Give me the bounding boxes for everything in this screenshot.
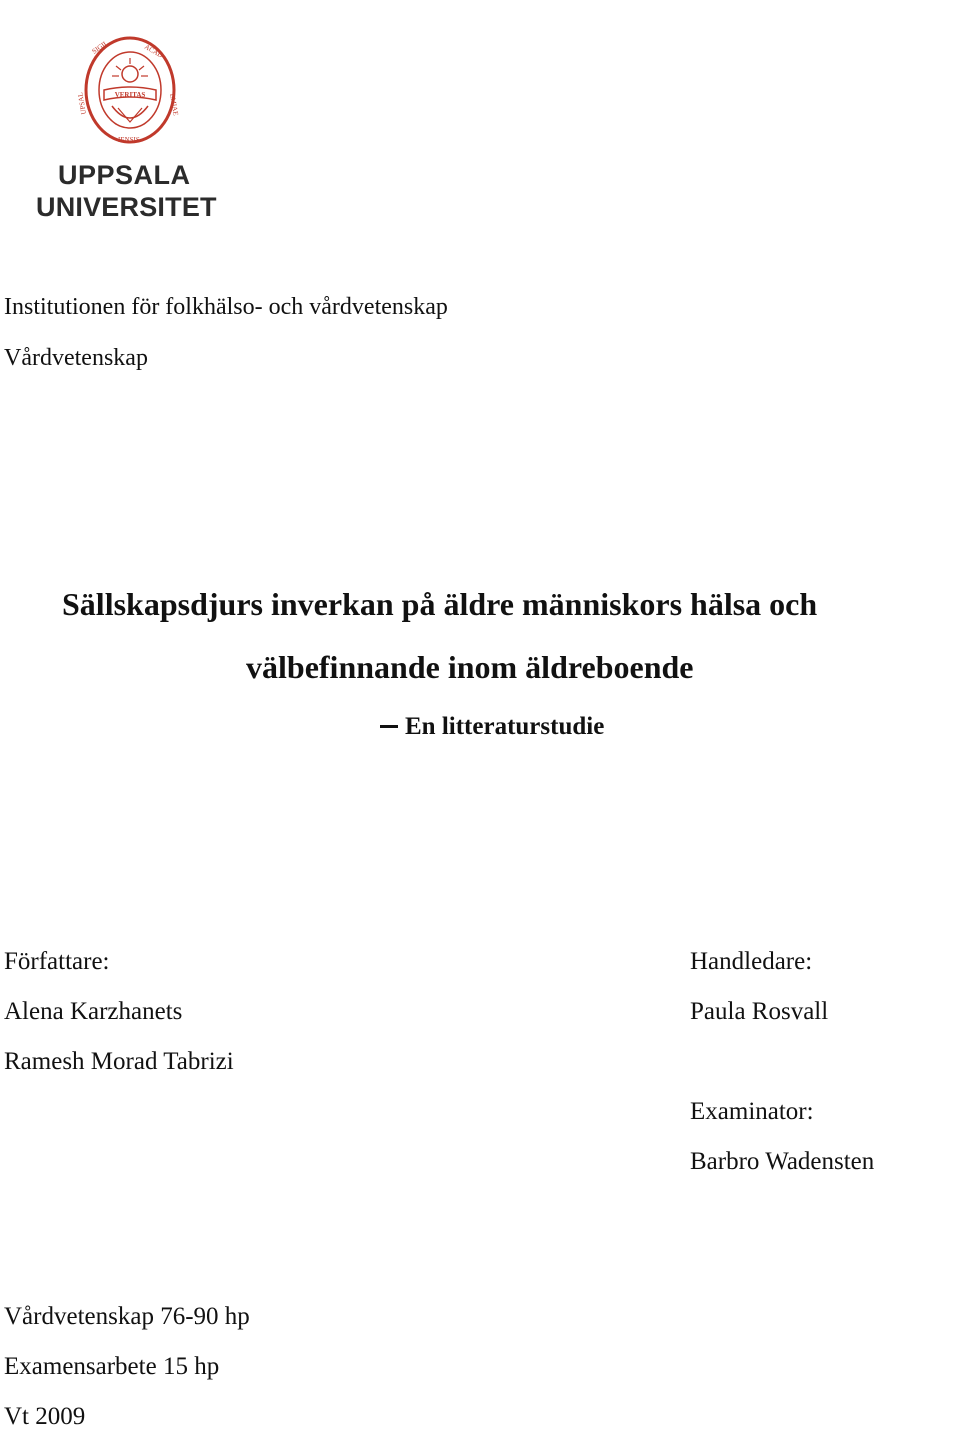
seal-motto: VERITAS (114, 91, 146, 99)
author-name: Ramesh Morad Tabrizi (4, 1048, 234, 1075)
supervision-block (690, 937, 874, 1187)
university-logo (30, 34, 217, 224)
supervisor-name: Paula Rosvall (690, 998, 829, 1025)
course-name: Vårdvetenskap 76-90 hp (4, 1303, 250, 1330)
title-line-2: välbefinnande inom äldreboende (246, 649, 694, 685)
department-name: Institutionen för folkhälso- och vårdvetenskap (4, 294, 448, 320)
thesis-credits: Examensarbete 15 hp (4, 1353, 220, 1380)
subject-name: Vårdvetenskap (4, 345, 148, 371)
university-seal-icon (66, 34, 194, 146)
course-info (4, 1292, 250, 1442)
term: Vt 2009 (4, 1403, 86, 1430)
institution-block (4, 282, 448, 384)
supervisor-label: Handledare: (690, 948, 813, 975)
authors-label: Författare: (4, 948, 110, 975)
examiner-block (690, 1087, 874, 1187)
dash-mark (380, 725, 398, 728)
author-name: Alena Karzhanets (4, 998, 183, 1025)
wordmark-universitet: UNIVERSITET (36, 192, 217, 222)
svg-text:UPSAL: UPSAL (76, 91, 88, 116)
svg-text:SIGIL: SIGIL (90, 38, 110, 56)
authors-block (4, 937, 234, 1087)
svg-text:ACAD: ACAD (143, 42, 165, 60)
examiner-name: Barbro Wadensten (690, 1148, 875, 1175)
title-line-1: Sällskapsdjurs inverkan på äldre människors hälsa och (62, 586, 818, 622)
examiner-label: Examinator: (690, 1098, 814, 1125)
wordmark-uppsala: UPPSALA (58, 160, 191, 190)
university-wordmark (36, 162, 217, 221)
svg-text:EMIAE: EMIAE (168, 92, 180, 117)
thesis-subtitle (380, 714, 604, 739)
subtitle-text: En litteraturstudie (405, 713, 605, 740)
svg-text:IENSIS: IENSIS (118, 136, 140, 144)
